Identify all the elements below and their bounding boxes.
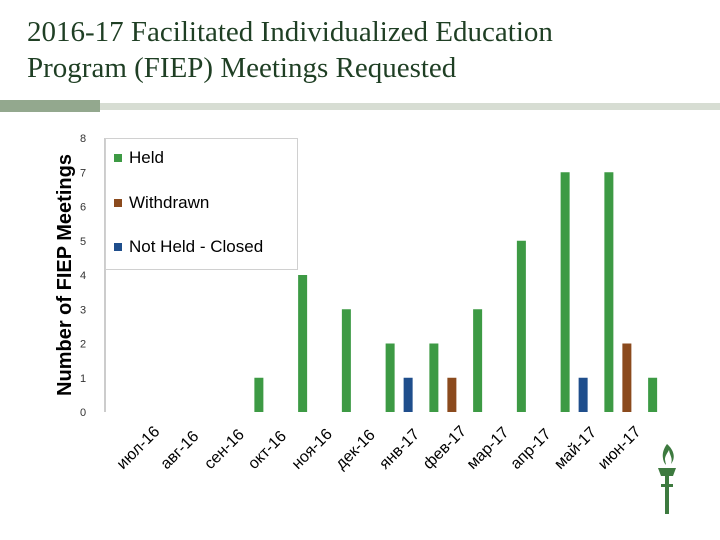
bar-not-held-closed-9 <box>579 378 588 412</box>
x-tick-label: апр-17 <box>507 425 555 473</box>
y-tick-label: 7 <box>80 167 87 180</box>
bar-not-held-closed-5 <box>404 378 413 412</box>
x-tick-label: май-17 <box>551 424 601 473</box>
x-tick-label: авг-16 <box>157 428 203 473</box>
bar-held-2 <box>254 378 263 412</box>
legend-item-withdrawn <box>114 192 209 214</box>
y-tick-label: 5 <box>80 235 87 248</box>
y-tick-label: 0 <box>80 407 87 419</box>
legend-item-not-held-closed <box>114 236 263 258</box>
x-tick-label: июл-16 <box>113 423 164 473</box>
bar-held-9 <box>561 172 570 412</box>
bar-held-3 <box>298 275 307 412</box>
legend-swatch-not-held-closed <box>114 243 122 251</box>
bar-withdrawn-10 <box>622 344 631 413</box>
y-tick-label: 3 <box>80 304 87 317</box>
y-tick-label: 4 <box>80 270 87 282</box>
bar-held-7 <box>473 309 482 412</box>
bar-held-4 <box>342 309 351 412</box>
chart-legend <box>105 138 298 270</box>
bar-held-11 <box>648 378 657 412</box>
x-tick-label: ноя-16 <box>288 425 336 473</box>
legend-swatch-held <box>114 154 122 162</box>
title-line-2: Program (FIEP) Meetings Requested <box>27 52 457 84</box>
x-tick-label: мар-17 <box>463 424 513 473</box>
y-tick-label: 1 <box>80 372 87 385</box>
bar-withdrawn-6 <box>447 378 456 412</box>
y-tick-label: 6 <box>80 201 87 214</box>
legend-swatch-withdrawn <box>114 199 122 207</box>
legend-item-held <box>114 147 164 169</box>
x-tick-label: окт-16 <box>245 427 290 473</box>
y-tick-label: 2 <box>80 338 87 351</box>
bar-held-8 <box>517 241 526 412</box>
legend-label-withdrawn: Withdrawn <box>129 193 210 212</box>
bar-held-6 <box>429 344 438 413</box>
bar-held-5 <box>386 344 395 413</box>
y-axis-title: Number of FIEP Meetings <box>54 154 76 396</box>
legend-label-held: Held <box>129 148 164 167</box>
x-tick-label: янв-17 <box>376 426 424 473</box>
y-tick-label: 8 <box>80 133 87 145</box>
bar-held-10 <box>604 172 613 412</box>
x-tick-label: фев-17 <box>420 422 471 473</box>
x-tick-label: дек-16 <box>332 426 379 473</box>
torch-logo-icon <box>652 440 682 520</box>
legend-label-not-held-closed: Not Held - Closed <box>129 237 264 256</box>
title-line-1: 2016-17 Facilitated Individualized Education <box>27 16 553 48</box>
x-tick-label: сен-16 <box>201 426 248 473</box>
x-tick-label: июн-17 <box>595 423 645 473</box>
